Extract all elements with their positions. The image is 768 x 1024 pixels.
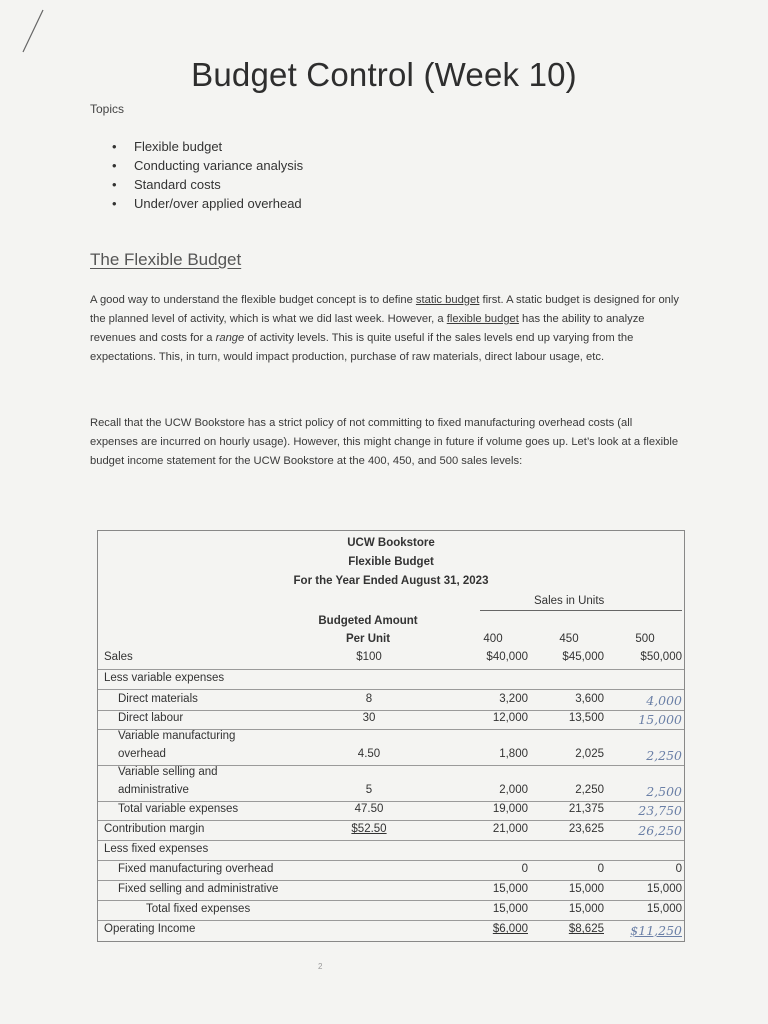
page-title: Budget Control (Week 10) [191, 56, 577, 93]
pen-stroke-mark [20, 8, 46, 54]
value-400: 15,000 [492, 903, 528, 915]
per-unit-value: 30 [362, 712, 376, 724]
row-label: Operating Income [104, 923, 196, 935]
row-label: Less variable expenses [104, 672, 225, 684]
divider [98, 860, 684, 861]
divider [98, 920, 684, 921]
table-company: UCW Bookstore [347, 537, 435, 549]
handwritten-value-500: 26,250 [638, 823, 682, 838]
handwritten-value-500: 2,250 [646, 748, 682, 763]
topics-label: Topics [90, 102, 125, 116]
term-static-budget: static budget [415, 294, 480, 306]
row-label: administrative [118, 784, 189, 796]
value-400: $40,000 [486, 651, 528, 663]
paragraph-ucw-bookstore: Recall that the UCW Bookstore has a strict policy of not committing to fixed manufacturing overhead costs (all expenses are incurred on hourly usage). However, this might change in future if volume goes up. Let’s look at a flexible budget income statement for the UCW Bookstore at the 400, 450, and 500 sales levels: [90, 417, 679, 467]
row-label: Direct labour [118, 712, 184, 724]
per-unit-value: 47.50 [354, 803, 384, 815]
per-unit-value: 5 [365, 784, 373, 796]
list-item: • Standard costs [112, 175, 303, 194]
row-label: Fixed selling and administrative [118, 883, 279, 895]
per-unit-value: 8 [365, 693, 373, 705]
value-450: 15,000 [568, 883, 604, 895]
value-450: 13,500 [568, 712, 604, 724]
value-450: $8,625 [568, 923, 604, 935]
row-label: Contribution margin [104, 823, 205, 835]
section-heading: The Flexible Budget [90, 250, 242, 269]
row-label: Variable manufacturing [118, 730, 236, 742]
table-statement: Flexible Budget [348, 556, 434, 568]
row-label: Total variable expenses [118, 803, 239, 815]
text-run: of activity levels. This is quite useful if the sales levels end up varying from the expectations. This, in turn, would impact production, purchase of raw materials, direct labour usage, etc. [90, 332, 634, 363]
divider [98, 840, 684, 841]
value-400: 2,000 [499, 784, 528, 796]
divider [98, 801, 684, 802]
value-500: 15,000 [646, 903, 682, 915]
text-run: first. A static budget is designed for only the planned level of activity, which is what we did last week. However, a [90, 294, 679, 325]
value-450: 15,000 [568, 903, 604, 915]
value-400: 3,200 [499, 693, 528, 705]
column-header-450: 450 [559, 633, 579, 645]
row-label: Variable selling and [118, 766, 218, 778]
value-400: 15,000 [492, 883, 528, 895]
divider [98, 880, 684, 881]
value-400: 0 [521, 863, 528, 875]
divider [98, 710, 684, 711]
value-500: 15,000 [646, 883, 682, 895]
handwritten-value-500: 15,000 [638, 712, 682, 727]
divider [98, 689, 684, 690]
divider [98, 669, 684, 670]
topics-list [112, 137, 303, 213]
row-label: Less fixed expenses [104, 843, 209, 855]
handwritten-value-500: 23,750 [638, 803, 682, 818]
budgeted-amount-header: Budgeted Amount [318, 615, 418, 627]
value-450: 2,250 [575, 784, 604, 796]
per-unit-value: 4.50 [357, 748, 381, 760]
per-unit-value: $52.50 [351, 823, 387, 835]
per-unit-value: $100 [356, 651, 382, 663]
list-item: • Flexible budget [112, 137, 303, 156]
handwritten-value-500: 2,500 [646, 784, 682, 799]
text-run: has the ability to analyze revenues and costs for a [90, 313, 645, 344]
list-item: • Conducting variance analysis [112, 156, 303, 175]
column-header-500: 500 [635, 633, 655, 645]
value-500: 0 [675, 863, 682, 875]
divider [98, 900, 684, 901]
row-label: Fixed manufacturing overhead [118, 863, 274, 875]
value-450: $45,000 [562, 651, 604, 663]
column-header-400: 400 [483, 633, 503, 645]
divider [98, 820, 684, 821]
value-450: 21,375 [568, 803, 604, 815]
row-label: overhead [118, 748, 166, 760]
paragraph-flexible-budget [90, 291, 680, 367]
value-450: 0 [597, 863, 604, 875]
page-number: 2 [318, 962, 323, 971]
list-item: • Under/over applied overhead [112, 194, 303, 213]
handwritten-value-500: $11,250 [630, 923, 682, 938]
row-label: Sales [104, 651, 133, 663]
divider [480, 610, 682, 611]
row-label: Total fixed expenses [146, 903, 251, 915]
text-run: A good way to understand the flexible budget concept is to define [90, 294, 416, 306]
value-400: 12,000 [492, 712, 528, 724]
term-flexible-budget: flexible budget [446, 313, 519, 325]
value-450: 23,625 [568, 823, 604, 835]
value-400: 21,000 [492, 823, 528, 835]
value-450: 2,025 [575, 748, 604, 760]
value-450: 3,600 [575, 693, 604, 705]
handwritten-value-500: 4,000 [646, 693, 682, 708]
row-label: Direct materials [118, 693, 198, 705]
sales-in-units-header: Sales in Units [534, 595, 605, 607]
value-500: $50,000 [640, 651, 682, 663]
table-period: For the Year Ended August 31, 2023 [293, 575, 489, 587]
per-unit-header: Per Unit [345, 633, 391, 645]
term-range: range [215, 332, 245, 344]
value-400: 19,000 [492, 803, 528, 815]
value-400: $6,000 [492, 923, 528, 935]
value-400: 1,800 [499, 748, 528, 760]
flexible-budget-table [97, 530, 685, 942]
